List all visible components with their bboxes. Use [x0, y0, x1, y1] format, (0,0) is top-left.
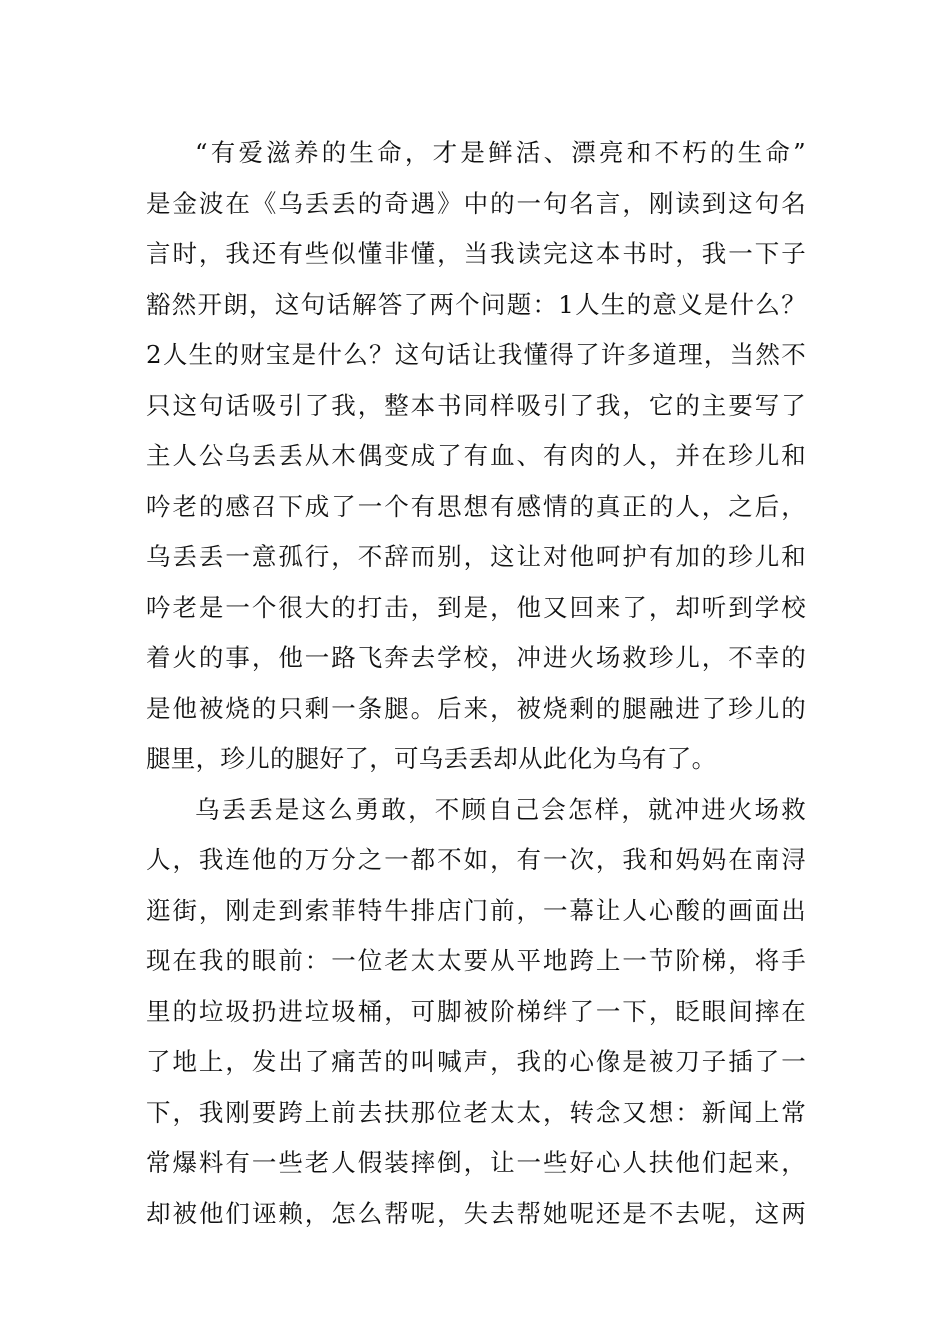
text-line: 2人生的财宝是什么？这句话让我懂得了许多道理，当然不 — [146, 340, 806, 369]
text-line: 了地上，发出了痛苦的叫喊声，我的心像是被刀子插了一 — [146, 1047, 806, 1076]
text-line: 里的垃圾扔进垃圾桶，可脚被阶梯绊了一下，眨眼间摔在 — [146, 996, 806, 1026]
text-line: 腿里，珍儿的腿好了，可乌丢丢却从此化为乌有了。 — [146, 744, 717, 773]
body-text — [146, 128, 806, 1239]
text-line: “有爱滋养的生命，才是鲜活、漂亮和不朽的生命” — [195, 138, 806, 167]
text-line: 吟老是一个很大的打击，到是，他又回来了，却听到学校 — [146, 592, 806, 622]
text-line: 言时，我还有些似懂非懂，当我读完这本书时，我一下子 — [146, 239, 806, 268]
paragraph-1 — [146, 128, 806, 785]
text-line: 现在我的眼前：一位老太太要从平地跨上一节阶梯，将手 — [146, 946, 806, 975]
text-line: 却被他们诬赖，怎么帮呢，失去帮她呢还是不去呢，这两 — [146, 1198, 806, 1228]
text-line: 是金波在《乌丢丢的奇遇》中的一句名言，刚读到这句名 — [146, 188, 806, 218]
text-line: 吟老的感召下成了一个有思想有感情的真正的人，之后， — [146, 491, 806, 521]
text-line: 乌丢丢是这么勇敢，不顾自己会怎样，就冲进火场救 — [195, 794, 806, 824]
text-line: 是他被烧的只剩一条腿。后来，被烧剩的腿融进了珍儿的 — [146, 693, 806, 723]
paragraph-2 — [146, 785, 806, 1240]
text-line: 乌丢丢一意孤行，不辞而别，这让对他呵护有加的珍儿和 — [146, 542, 806, 571]
text-line: 主人公乌丢丢从木偶变成了有血、有肉的人，并在珍儿和 — [146, 441, 806, 470]
text-line: 人，我连他的万分之一都不如，有一次，我和妈妈在南浔 — [146, 845, 806, 874]
text-line: 着火的事，他一路飞奔去学校，冲进火场救珍儿，不幸的 — [146, 643, 806, 672]
text-line: 豁然开朗，这句话解答了两个问题：1人生的意义是什么？ — [146, 289, 806, 319]
text-line: 只这句话吸引了我，整本书同样吸引了我，它的主要写了 — [146, 390, 806, 420]
text-line: 逛街，刚走到索菲特牛排店门前，一幕让人心酸的画面出 — [146, 895, 806, 925]
text-line: 常爆料有一些老人假装摔倒，让一些好心人扶他们起来， — [146, 1148, 806, 1177]
text-line: 下，我刚要跨上前去扶那位老太太，转念又想：新闻上常 — [146, 1097, 806, 1127]
